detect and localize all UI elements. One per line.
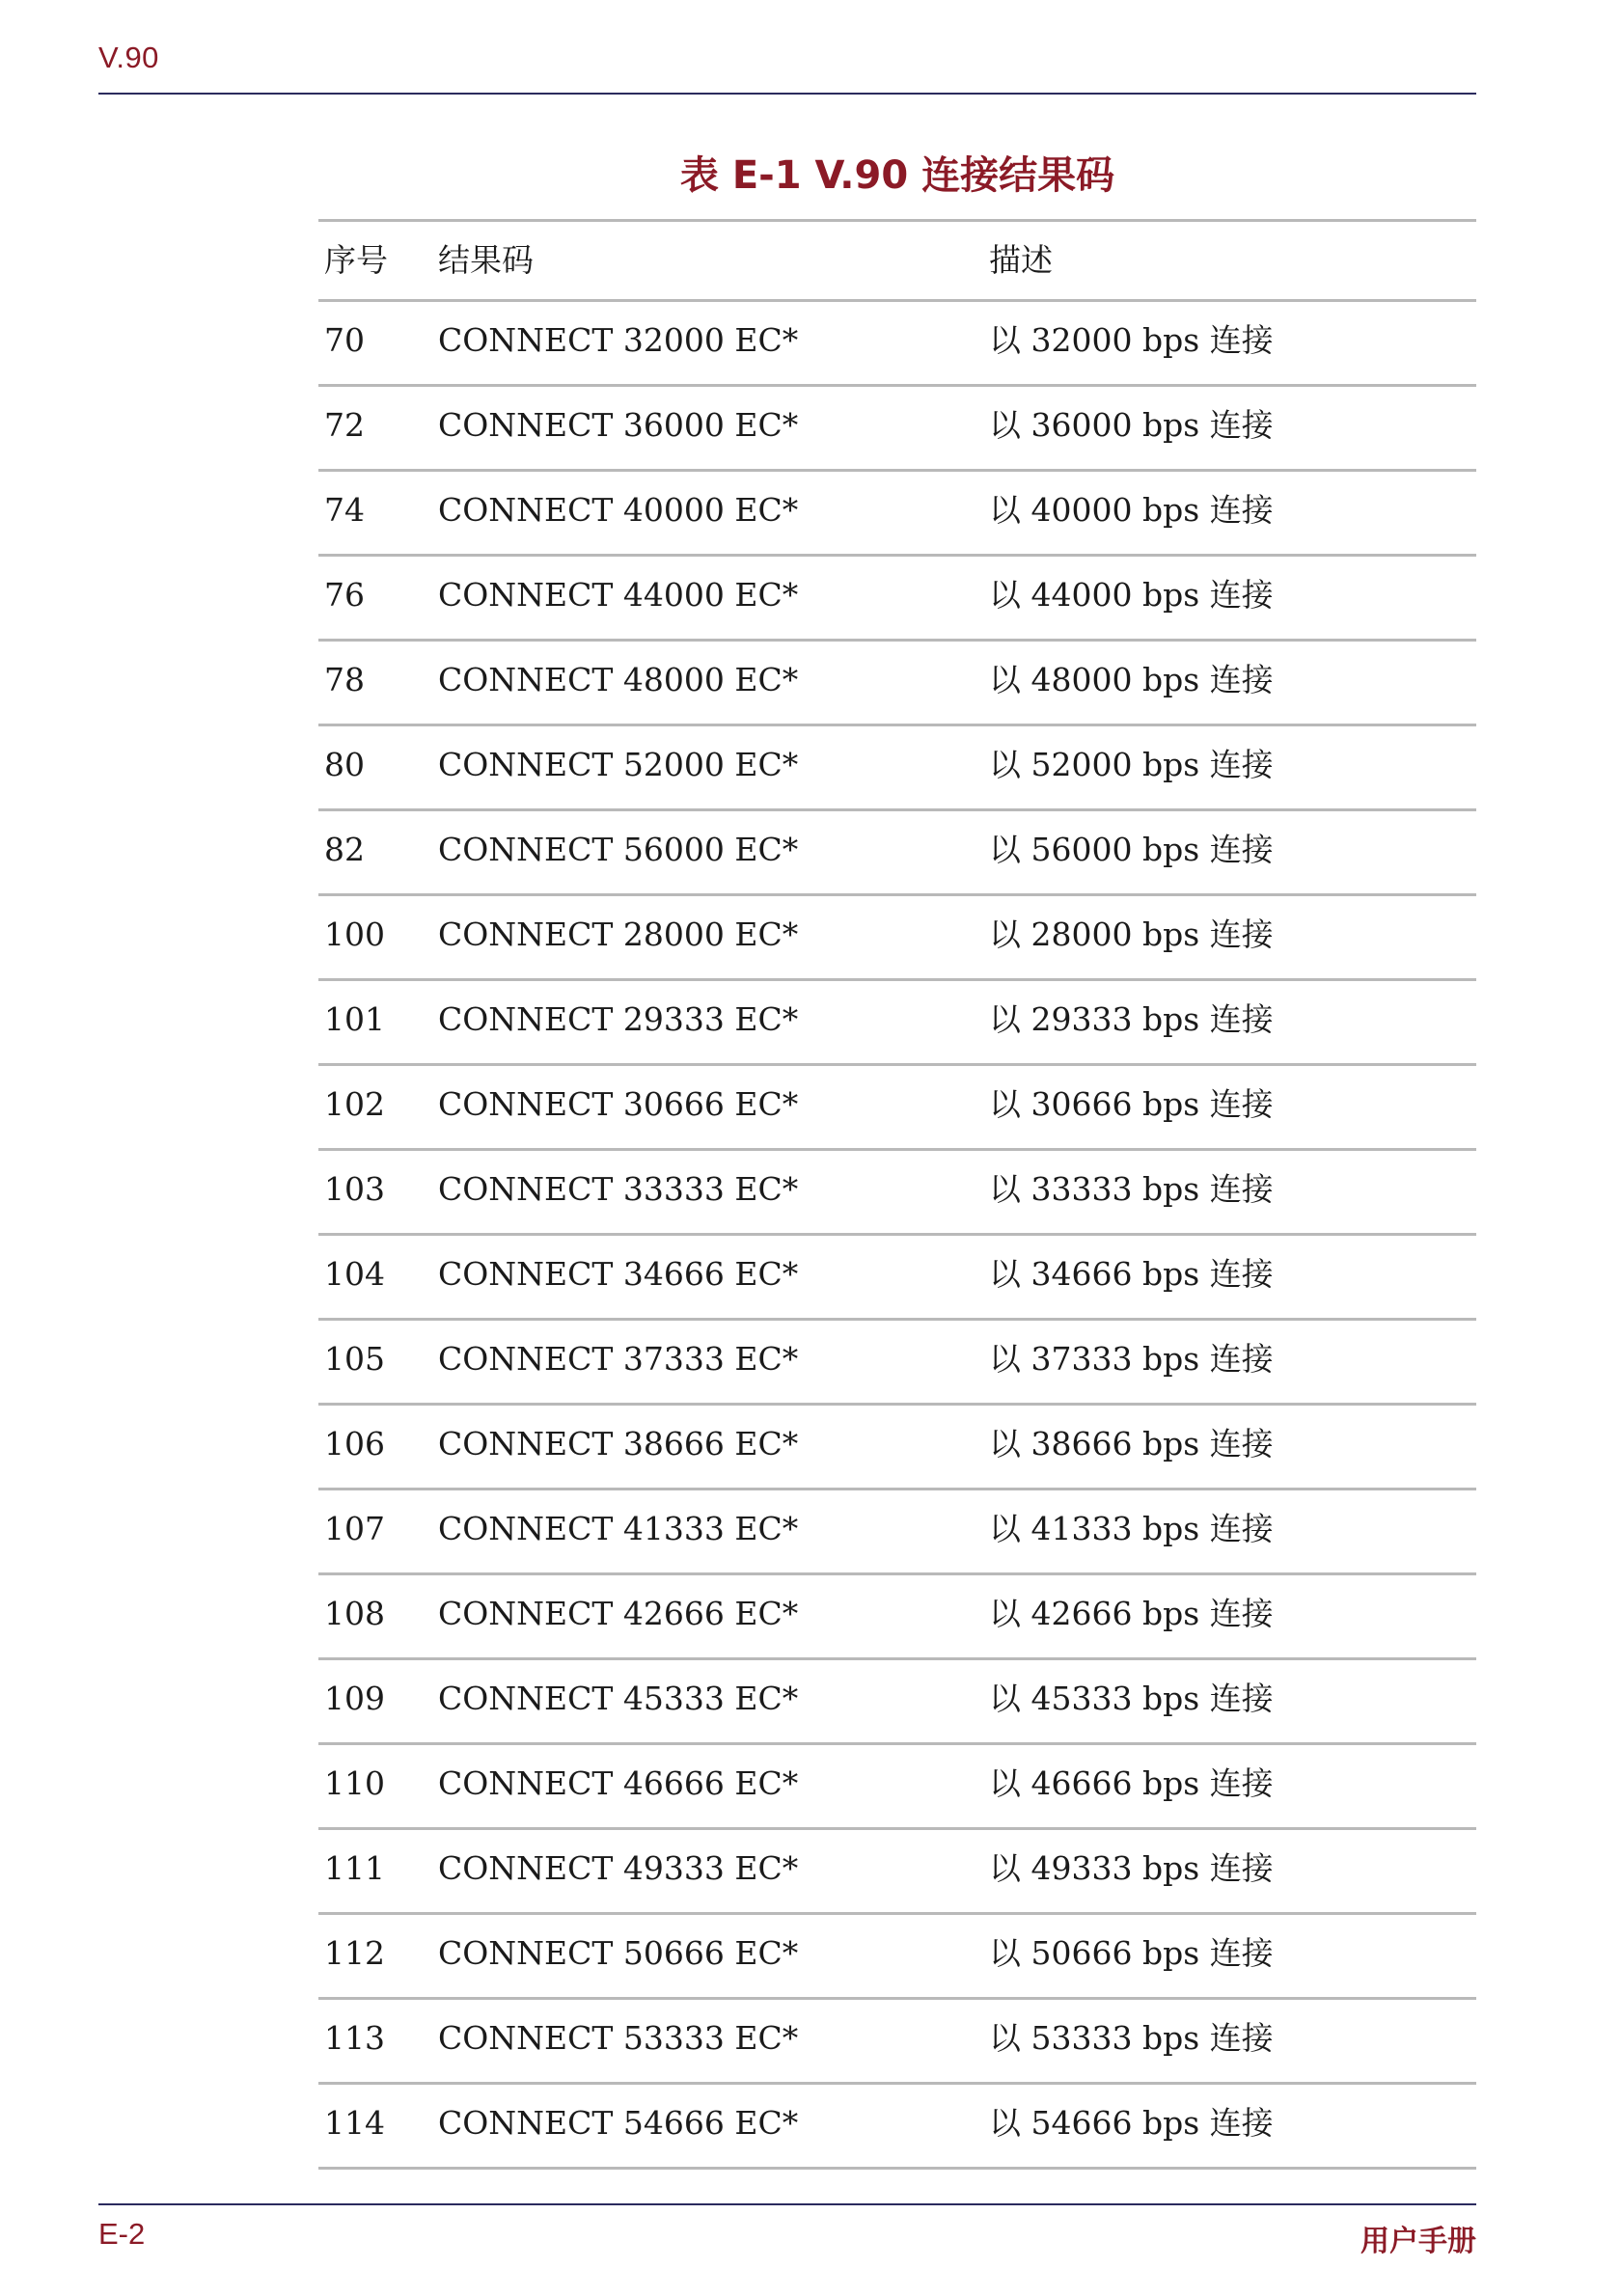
- row-description: 以 50666 bps 连接: [989, 1934, 1274, 1972]
- row-description: 以 52000 bps 连接: [989, 746, 1274, 783]
- table-row: [318, 896, 1476, 981]
- row-result-code: CONNECT 52000 EC*: [438, 746, 799, 783]
- table-row: [318, 2000, 1476, 2085]
- row-description: 以 40000 bps 连接: [989, 491, 1274, 529]
- header-description: 描述: [989, 241, 1053, 279]
- table-row: [318, 2085, 1476, 2170]
- row-result-code: CONNECT 38666 EC*: [438, 1425, 799, 1462]
- row-description: 以 32000 bps 连接: [989, 321, 1274, 359]
- row-index: 104: [324, 1255, 385, 1293]
- header-divider: [98, 93, 1476, 95]
- row-result-code: CONNECT 41333 EC*: [438, 1510, 799, 1547]
- row-description: 以 28000 bps 连接: [989, 916, 1274, 953]
- row-description: 以 30666 bps 连接: [989, 1085, 1274, 1123]
- table-row: [318, 1406, 1476, 1490]
- row-description: 以 38666 bps 连接: [989, 1425, 1274, 1462]
- row-result-code: CONNECT 42666 EC*: [438, 1595, 799, 1632]
- row-description: 以 37333 bps 连接: [989, 1340, 1274, 1378]
- row-result-code: CONNECT 29333 EC*: [438, 1000, 799, 1038]
- table-row: [318, 1236, 1476, 1321]
- row-result-code: CONNECT 53333 EC*: [438, 2019, 799, 2057]
- table-row: [318, 472, 1476, 557]
- table-row: [318, 1745, 1476, 1830]
- row-description: 以 44000 bps 连接: [989, 576, 1274, 614]
- row-result-code: CONNECT 34666 EC*: [438, 1255, 799, 1293]
- row-description: 以 46666 bps 连接: [989, 1764, 1274, 1802]
- row-description: 以 34666 bps 连接: [989, 1255, 1274, 1293]
- row-index: 101: [324, 1000, 385, 1038]
- row-result-code: CONNECT 44000 EC*: [438, 576, 799, 614]
- row-result-code: CONNECT 49333 EC*: [438, 1849, 799, 1887]
- row-result-code: CONNECT 33333 EC*: [438, 1170, 799, 1208]
- row-result-code: CONNECT 48000 EC*: [438, 661, 799, 698]
- table-row: [318, 1490, 1476, 1575]
- row-description: 以 56000 bps 连接: [989, 831, 1274, 868]
- table-row: [318, 1066, 1476, 1151]
- table-body: [318, 302, 1476, 2170]
- row-index: 80: [324, 746, 365, 783]
- row-result-code: CONNECT 28000 EC*: [438, 916, 799, 953]
- row-index: 78: [324, 661, 365, 698]
- row-index: 111: [324, 1849, 385, 1887]
- row-result-code: CONNECT 37333 EC*: [438, 1340, 799, 1378]
- result-code-table: [318, 219, 1476, 2170]
- row-result-code: CONNECT 54666 EC*: [438, 2104, 799, 2142]
- row-index: 76: [324, 576, 365, 614]
- row-index: 102: [324, 1085, 385, 1123]
- table-row: [318, 1575, 1476, 1660]
- table-header-row: [318, 222, 1476, 302]
- row-index: 72: [324, 406, 365, 444]
- row-index: 107: [324, 1510, 385, 1547]
- table-row: [318, 1830, 1476, 1915]
- row-description: 以 42666 bps 连接: [989, 1595, 1274, 1632]
- row-index: 103: [324, 1170, 385, 1208]
- manual-title: 用户手册: [1360, 2225, 1476, 2258]
- row-result-code: CONNECT 56000 EC*: [438, 831, 799, 868]
- row-result-code: CONNECT 36000 EC*: [438, 406, 799, 444]
- row-index: 108: [324, 1595, 385, 1632]
- table-row: [318, 1915, 1476, 2000]
- table-row: [318, 302, 1476, 387]
- running-header: V.90: [98, 41, 159, 74]
- row-description: 以 29333 bps 连接: [989, 1000, 1274, 1038]
- row-index: 114: [324, 2104, 385, 2142]
- table-row: [318, 981, 1476, 1066]
- page-number: E-2: [98, 2217, 146, 2251]
- row-index: 82: [324, 831, 365, 868]
- header-index: 序号: [324, 241, 388, 279]
- row-result-code: CONNECT 32000 EC*: [438, 321, 799, 359]
- row-result-code: CONNECT 46666 EC*: [438, 1764, 799, 1802]
- row-description: 以 36000 bps 连接: [989, 406, 1274, 444]
- table-row: [318, 1660, 1476, 1745]
- row-index: 113: [324, 2019, 385, 2057]
- row-description: 以 33333 bps 连接: [989, 1170, 1274, 1208]
- table-row: [318, 1151, 1476, 1236]
- row-index: 74: [324, 491, 365, 529]
- table-row: [318, 642, 1476, 726]
- row-index: 105: [324, 1340, 385, 1378]
- row-index: 109: [324, 1680, 385, 1717]
- row-description: 以 53333 bps 连接: [989, 2019, 1274, 2057]
- row-result-code: CONNECT 30666 EC*: [438, 1085, 799, 1123]
- row-result-code: CONNECT 50666 EC*: [438, 1934, 799, 1972]
- footer-divider: [98, 2203, 1476, 2205]
- row-description: 以 45333 bps 连接: [989, 1680, 1274, 1717]
- table-row: [318, 811, 1476, 896]
- row-description: 以 48000 bps 连接: [989, 661, 1274, 698]
- row-index: 70: [324, 321, 365, 359]
- row-description: 以 54666 bps 连接: [989, 2104, 1274, 2142]
- row-index: 110: [324, 1764, 385, 1802]
- row-index: 112: [324, 1934, 385, 1972]
- row-index: 100: [324, 916, 385, 953]
- row-description: 以 49333 bps 连接: [989, 1849, 1274, 1887]
- table-title: 表 E-1 V.90 连接结果码: [679, 153, 1115, 198]
- row-result-code: CONNECT 40000 EC*: [438, 491, 799, 529]
- row-index: 106: [324, 1425, 385, 1462]
- table-row: [318, 726, 1476, 811]
- header-result-code: 结果码: [438, 241, 534, 279]
- table-row: [318, 387, 1476, 472]
- row-result-code: CONNECT 45333 EC*: [438, 1680, 799, 1717]
- table-row: [318, 557, 1476, 642]
- table-row: [318, 1321, 1476, 1406]
- row-description: 以 41333 bps 连接: [989, 1510, 1274, 1547]
